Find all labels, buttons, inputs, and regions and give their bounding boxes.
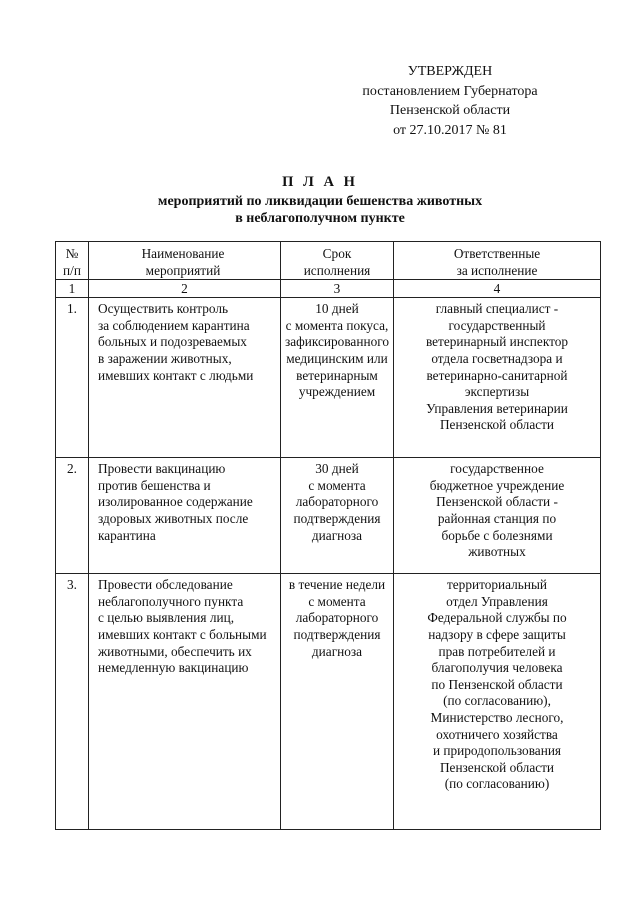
- cell-line: лабораторного: [295, 610, 379, 626]
- header-cell: [394, 242, 601, 280]
- cell-line: Ответственные: [453, 246, 541, 261]
- cell-line: подтверждения: [293, 510, 381, 526]
- cell-line: немедленную вакцинацию: [98, 660, 249, 676]
- cell-line: п/п: [63, 262, 81, 278]
- cell-line: подтверждения: [293, 626, 381, 642]
- row-number: 2.: [56, 458, 89, 574]
- cell-line: с момента: [308, 477, 366, 493]
- cell-line: Пензенской области -: [436, 494, 558, 510]
- table-row: [56, 298, 601, 458]
- approval-line: УТВЕРЖДЕН: [407, 64, 493, 79]
- cell-line: диагноза: [311, 643, 363, 659]
- plan-title: П Л А Н: [282, 174, 358, 190]
- cell-line: (по согласованию),: [443, 693, 551, 709]
- cell-line: 30 дней: [315, 461, 359, 477]
- cell-line: за соблюдением карантина: [98, 317, 250, 333]
- table-row: [56, 458, 601, 574]
- action-cell: [89, 574, 281, 830]
- deadline-cell: [281, 458, 394, 574]
- column-number: 4: [394, 280, 601, 298]
- cell-line: по Пензенской области: [431, 676, 563, 692]
- cell-line: имевших контакт с людьми: [98, 367, 254, 383]
- cell-line: с целью выявления лиц,: [98, 610, 235, 626]
- column-number: 3: [281, 280, 394, 298]
- cell-line: районная станция по: [437, 510, 557, 526]
- column-number: 2: [89, 280, 281, 298]
- cell-line: изолированное содержание: [98, 494, 253, 510]
- cell-line: с момента: [308, 593, 366, 609]
- header-cell: [281, 242, 394, 280]
- cell-line: ветеринарный инспектор: [425, 334, 569, 350]
- deadline-cell: [281, 298, 394, 458]
- cell-line: отдел Управления: [446, 593, 548, 609]
- cell-line: ветеринарно-санитарной: [426, 367, 568, 383]
- cell-line: медицинским или: [286, 350, 388, 366]
- row-number: 1.: [56, 298, 89, 458]
- cell-line: Провести вакцинацию: [98, 461, 226, 477]
- cell-line: Пензенской области: [439, 417, 555, 433]
- cell-line: карантина: [98, 527, 156, 543]
- cell-line: в течение недели: [288, 577, 386, 593]
- approval-date: от 27.10.2017 № 81: [393, 122, 507, 138]
- cell-line: благополучия человека: [431, 660, 563, 676]
- cell-line: (по согласованию): [444, 776, 550, 792]
- deadline-cell: [281, 574, 394, 830]
- table-row: [56, 574, 601, 830]
- cell-line: неблагополучного пункта: [98, 593, 244, 609]
- action-cell: [89, 458, 281, 574]
- cell-line: животных: [468, 544, 526, 560]
- approval-block: [330, 62, 570, 140]
- cell-line: Наименование: [141, 246, 225, 261]
- cell-line: животными, обеспечить их: [98, 643, 252, 659]
- cell-line: борьбе с болезнями: [441, 527, 553, 543]
- header-cell: [56, 242, 89, 280]
- cell-line: прав потребителей и: [438, 643, 556, 659]
- cell-line: лабораторного: [295, 494, 379, 510]
- approval-line: Пензенской области: [389, 103, 511, 118]
- cell-line: мероприятий: [145, 262, 221, 278]
- cell-line: Управления ветеринарии: [426, 400, 568, 416]
- cell-line: имевших контакт с больными: [98, 626, 267, 642]
- cell-line: исполнения: [303, 262, 371, 278]
- responsible-cell: [394, 458, 601, 574]
- plan-table: [55, 241, 601, 830]
- cell-line: Федеральной службы по: [427, 610, 567, 626]
- cell-line: государственный: [448, 317, 546, 333]
- cell-line: Срок: [322, 246, 352, 261]
- plan-subtitle-line: мероприятий по ликвидации бешенства животных: [157, 194, 483, 209]
- cell-line: Министерство лесного,: [430, 709, 564, 725]
- cell-line: зафиксированного: [285, 334, 389, 350]
- cell-line: учреждением: [298, 384, 376, 400]
- cell-line: охотничего хозяйства: [436, 726, 558, 742]
- table-header-row: [56, 242, 601, 280]
- cell-line: здоровых животных после: [98, 510, 249, 526]
- column-number: 1: [56, 280, 89, 298]
- cell-line: территориальный: [446, 577, 548, 593]
- cell-line: против бешенства и: [98, 477, 211, 493]
- cell-line: Пензенской области: [439, 759, 555, 775]
- cell-line: ветеринарным: [296, 367, 378, 383]
- plan-subtitle: [0, 193, 640, 227]
- cell-line: в заражении животных,: [98, 350, 232, 366]
- header-cell: [89, 242, 281, 280]
- cell-line: Провести обследование: [98, 577, 233, 593]
- plan-subtitle-line: в неблагополучном пункте: [235, 211, 405, 226]
- cell-line: главный специалист -: [435, 301, 559, 317]
- cell-line: надзору в сфере защиты: [428, 626, 566, 642]
- cell-line: 10 дней: [315, 301, 359, 317]
- cell-line: отдела госветнадзора и: [431, 350, 563, 366]
- row-number: 3.: [56, 574, 89, 830]
- action-cell: [89, 298, 281, 458]
- cell-line: экспертизы: [464, 384, 530, 400]
- cell-line: больных и подозреваемых: [98, 334, 247, 350]
- cell-line: за исполнение: [456, 262, 538, 278]
- cell-line: государственное: [450, 461, 544, 477]
- cell-line: диагноза: [311, 527, 363, 543]
- cell-line: бюджетное учреждение: [429, 477, 565, 493]
- responsible-cell: [394, 298, 601, 458]
- cell-line: с момента покуса,: [285, 317, 389, 333]
- approval-line: постановлением Губернатора: [362, 83, 538, 99]
- cell-line: и природопользования: [432, 743, 562, 759]
- responsible-cell: [394, 574, 601, 830]
- cell-line: Осуществить контроль: [98, 301, 229, 317]
- cell-line: №: [65, 246, 79, 261]
- column-number-row: [56, 280, 601, 298]
